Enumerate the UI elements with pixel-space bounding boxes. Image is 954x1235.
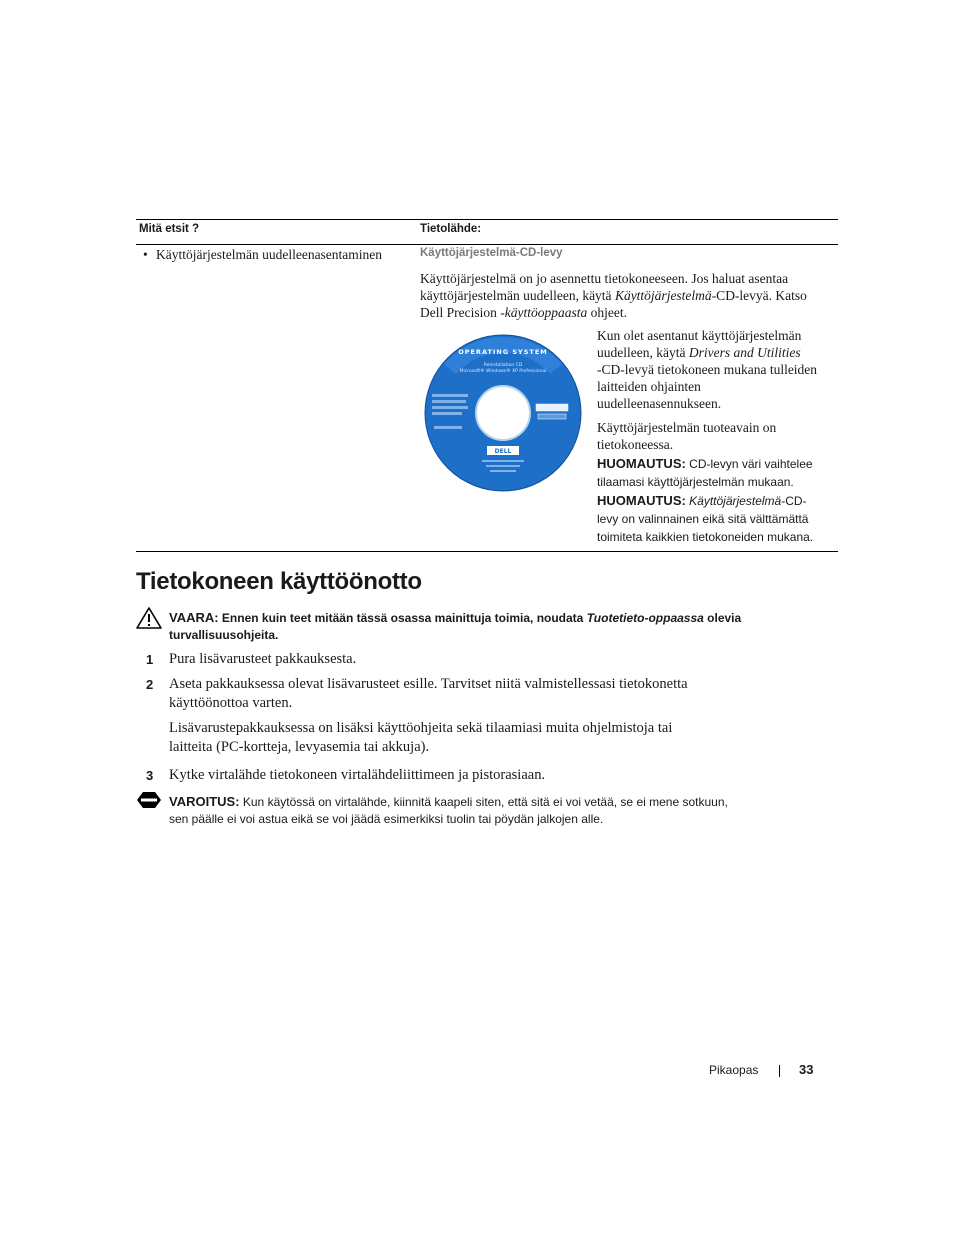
step-extra-text: Lisävarustepakkauksessa on lisäksi käyttöohjeita sekä tilaamiasi muita ohjelmistoja tai laitteita (PC-kortteja, levyasemia tai akkuja). xyxy=(169,720,673,755)
footer-label: Pikaopas xyxy=(709,1063,759,1077)
step-number: 1 xyxy=(146,652,154,667)
cd-disc-image xyxy=(424,334,582,492)
column-header-source: Tietolähde: xyxy=(420,223,482,235)
warning-label: VAARA: xyxy=(169,610,219,625)
section-title: Tietokoneen käyttöönotto xyxy=(136,568,422,595)
table-header-rule xyxy=(136,244,838,245)
caution-icon xyxy=(136,791,162,809)
cd-line-2: Microsoft® Windows® XP Professional xyxy=(459,369,547,374)
dell-logo-text: DELL xyxy=(494,448,512,455)
cd-line-1: Reinstallation CD xyxy=(483,363,523,368)
step-text: Kytke virtalähde tietokoneen virtalähdeliittimeen ja pistorasiaan. xyxy=(169,767,546,783)
page-number: 33 xyxy=(799,1062,814,1077)
step-number: 3 xyxy=(146,768,154,783)
column-header-what: Mitä etsit ? xyxy=(139,223,200,235)
cd-band-text: OPERATING SYSTEM xyxy=(458,348,548,356)
note-label: HUOMAUTUS: xyxy=(597,456,686,471)
source-paragraph-1: Käyttöjärjestelmä on jo asennettu tietokoneeseen. Jos haluat asentaa käyttöjärjestelmän uudelleen, käytä Käyttöjärjestelmä-CD-levyä. Katso Dell Precision -käyttöoppaasta ohjeet. xyxy=(420,271,807,320)
caution-text: VAROITUS: Kun käytössä on virtalähde, kiinnitä kaapeli siten, että sitä ei voi vetää, se ei mene sotkuun, sen päälle ei voi astua eikä se voi jäädä esimerkiksi tuolin tai pöydän jalkojen alle. xyxy=(169,794,728,826)
note-2: HUOMAUTUS: Käyttöjärjestelmä-CD- levy on valinnainen eikä sitä välttämättä toimiteta kaikkien tietokoneiden mukana. xyxy=(597,493,814,544)
table-top-rule xyxy=(136,219,838,220)
source-paragraph-3: Käyttöjärjestelmän tuoteavain on tietokoneessa. xyxy=(597,420,777,452)
source-title: Käyttöjärjestelmä-CD-levy xyxy=(420,247,563,259)
step-number: 2 xyxy=(146,677,154,692)
warning-triangle-icon xyxy=(136,607,162,629)
step-text: Pura lisävarusteet pakkauksesta. xyxy=(169,651,357,667)
source-paragraph-2: Kun olet asentanut käyttöjärjestelmän uudelleen, käytä Drivers and Utilities -CD-levyä tietokoneen mukana tulleiden laitteiden ohjainten uudelleenasennukseen. xyxy=(597,328,818,411)
step-text: Aseta pakkauksessa olevat lisävarusteet esille. Tarvitset niitä valmistellessasi tietokonetta käyttöönottoa varten. xyxy=(169,676,688,711)
warning-text: VAARA: Ennen kuin teet mitään tässä osassa mainittuja toimia, noudata Tuotetieto-oppaassa olevia turvallisuusohjeita. xyxy=(169,610,742,642)
item-text: Käyttöjärjestelmän uudelleenasentaminen xyxy=(156,247,383,262)
bullet: • xyxy=(143,247,148,262)
caution-label: VAROITUS: xyxy=(169,794,240,809)
list-item xyxy=(143,247,382,263)
cd-label-box xyxy=(536,404,568,411)
cd-center-hole xyxy=(476,386,530,440)
note-1: HUOMAUTUS: CD-levyn väri vaihtelee tilaamasi käyttöjärjestelmän mukaan. xyxy=(597,456,813,489)
note-label: HUOMAUTUS: xyxy=(597,493,686,508)
table-bottom-rule xyxy=(136,551,838,552)
footer-separator xyxy=(779,1065,780,1077)
